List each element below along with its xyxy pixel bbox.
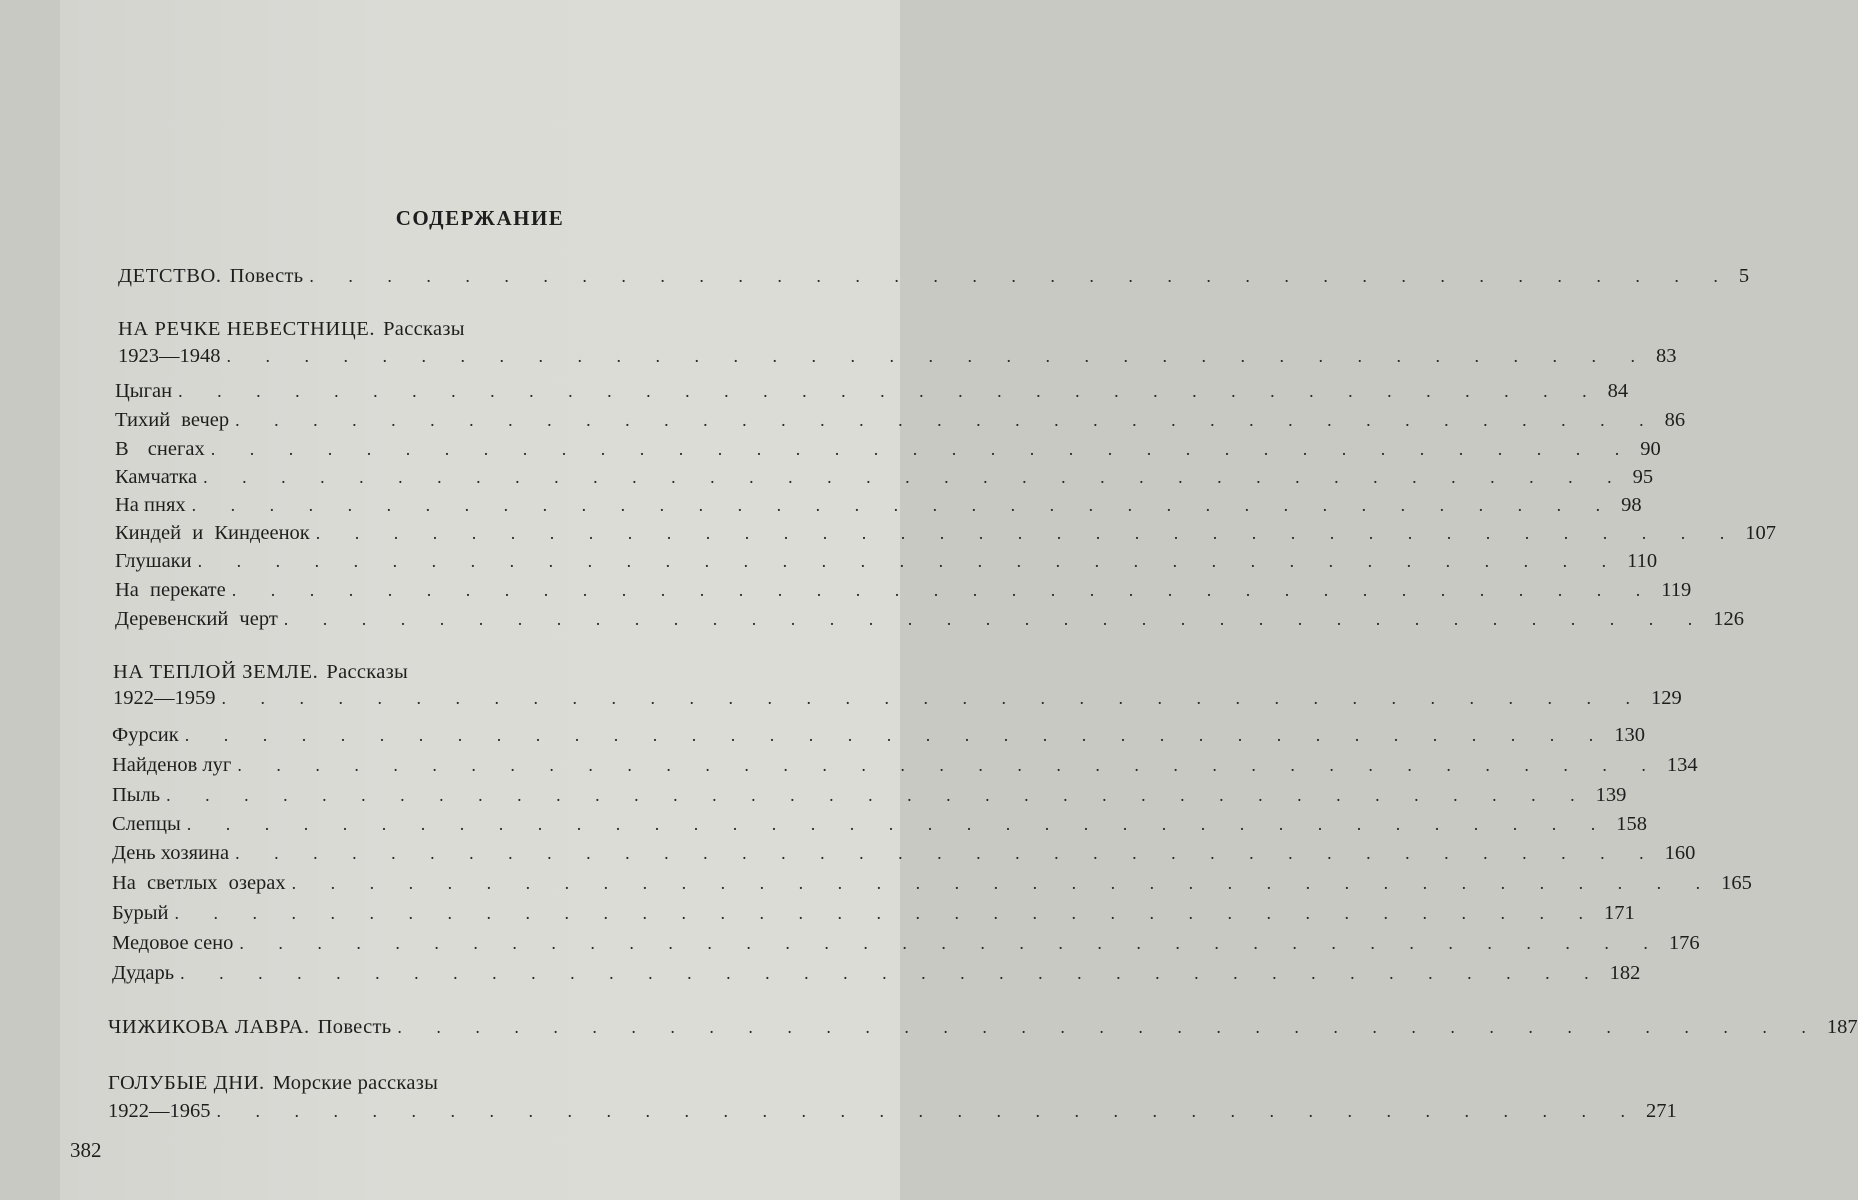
toc-entry [115, 522, 1777, 545]
dot-leader: . . . . . . . . . . . . . . . . . . . . . . . . . . . . . . . . . . . . . [226, 346, 1650, 366]
dot-leader: . . . . . . . . . . . . . . . . . . . . . . . . . . . . . . . . . . . . . [203, 467, 1627, 487]
toc-entry [115, 466, 1654, 489]
toc-entry-years [113, 687, 1682, 710]
toc-section-heading [108, 1072, 819, 1095]
entry-title: Медовое сено [112, 932, 234, 954]
entry-title: На пнях [115, 494, 186, 516]
contents-heading: СОДЕРЖАНИЕ [395, 206, 565, 230]
dot-leader: . . . . . . . . . . . . . . . . . . . . . . . . . . . . . . . . . . . . . [231, 580, 1656, 600]
dot-leader: . . . . . . . . . . . . . . . . . . . . . . . . . . . . . . . . . . . . . [191, 495, 1616, 515]
entry-title: ЧИЖИКОВА ЛАВРА. [108, 1016, 310, 1038]
toc-entry-chizhikova [108, 1016, 1858, 1039]
entry-title: Деревенский черт [115, 608, 278, 630]
entry-page: 126 [1713, 608, 1745, 630]
toc-entry [112, 962, 1641, 985]
entry-page: 182 [1609, 962, 1641, 984]
dot-leader: . . . . . . . . . . . . . . . . . . . . . . . . . . . . . . . . . . . . . [174, 903, 1599, 923]
entry-page: 83 [1656, 345, 1677, 367]
entry-title: День хозяина [112, 842, 230, 864]
section-years: 1922—1965 [108, 1100, 211, 1122]
entry-subtitle: Повесть [317, 1016, 392, 1038]
toc-entry [115, 579, 1692, 602]
entry-title: ДЕТСТВО. [118, 265, 222, 287]
section-title: ГОЛУБЫЕ ДНИ. [108, 1072, 265, 1094]
entry-title: Пыль [112, 784, 161, 806]
entry-page: 130 [1614, 724, 1645, 746]
section-years: 1922—1959 [113, 687, 216, 709]
dot-leader: . . . . . . . . . . . . . . . . . . . . . . . . . . . . . . . . . . . . . [315, 523, 1740, 543]
entry-page: 158 [1616, 813, 1647, 835]
entry-page: 139 [1595, 784, 1627, 806]
dot-leader: . . . . . . . . . . . . . . . . . . . . . . . . . . . . . . . . . . . . . [197, 551, 1622, 571]
toc-entry [112, 784, 1627, 807]
entry-page: 176 [1668, 932, 1700, 954]
entry-page: 5 [1738, 265, 1750, 287]
dot-leader: . . . . . . . . . . . . . . . . . . . . . . . . . . . . . . . . . . . . . [235, 843, 1659, 863]
entry-page: 271 [1646, 1100, 1677, 1122]
dot-leader: . . . . . . . . . . . . . . . . . . . . . . . . . . . . . . . . . . . . . [239, 933, 1663, 953]
section-subtitle: Рассказы [383, 318, 465, 340]
section-subtitle: Рассказы [326, 661, 409, 683]
toc-entry [115, 380, 1629, 403]
entry-title: Слепцы [112, 813, 181, 835]
dot-leader: . . . . . . . . . . . . . . . . . . . . . . . . . . . . . . . . . . . . . [178, 381, 1602, 401]
entry-page: 119 [1661, 579, 1692, 601]
entry-page: 160 [1664, 842, 1696, 864]
entry-title: Киндей и Киндеенок [115, 522, 310, 544]
toc-entry [115, 409, 1686, 432]
entry-page: 129 [1651, 687, 1682, 709]
entry-page: 86 [1664, 409, 1686, 431]
toc-entry [112, 842, 1696, 865]
toc-entry [112, 813, 1647, 836]
dot-leader: . . . . . . . . . . . . . . . . . . . . . . . . . . . . . . . . . . . . . [216, 1101, 1640, 1121]
entry-page: 187 [1826, 1016, 1858, 1038]
entry-title: На светлых озерах [112, 872, 286, 894]
dot-leader: . . . . . . . . . . . . . . . . . . . . . . . . . . . . . . . . . . . . . [180, 963, 1604, 983]
toc-entry-years [118, 345, 1677, 368]
entry-page: 95 [1632, 466, 1654, 488]
toc-entry [112, 872, 1752, 895]
entry-title: Цыган [115, 380, 173, 402]
dot-leader: . . . . . . . . . . . . . . . . . . . . . . . . . . . . . . . . . . . . . [184, 725, 1609, 745]
entry-page: 134 [1666, 754, 1698, 776]
toc-section-heading [118, 318, 808, 341]
toc-entry-years [108, 1100, 1677, 1123]
entry-title: На перекате [115, 579, 226, 601]
dot-leader: . . . . . . . . . . . . . . . . . . . . . . . . . . . . . . . . . . . . . [237, 755, 1661, 775]
toc-entry [112, 754, 1698, 777]
entry-page: 90 [1640, 438, 1661, 460]
book-page [60, 0, 1858, 1200]
section-title: НА ТЕПЛОЙ ЗЕМЛЕ. [113, 661, 319, 683]
entry-title: Фурсик [112, 724, 179, 746]
entry-title: Тихий вечер [115, 409, 230, 431]
toc-entry [115, 438, 1661, 461]
toc-entry [115, 608, 1745, 631]
dot-leader: . . . . . . . . . . . . . . . . . . . . . . . . . . . . . . . . . . . . . [309, 266, 1733, 286]
entry-title: Глушаки [115, 550, 192, 572]
entry-title: Камчатка [115, 466, 198, 488]
entry-page: 110 [1627, 550, 1658, 572]
toc-entry [112, 932, 1700, 955]
toc-entry [115, 550, 1658, 573]
entry-title: В снегах [115, 438, 205, 460]
section-subtitle: Морские рассказы [272, 1072, 439, 1094]
page-number: 382 [70, 1138, 102, 1162]
toc-entry [115, 494, 1642, 517]
section-years: 1923—1948 [118, 345, 221, 367]
section-title: НА РЕЧКЕ НЕВЕСТНИЦЕ. [118, 318, 376, 340]
toc-entry [112, 724, 1645, 747]
dot-leader: . . . . . . . . . . . . . . . . . . . . . . . . . . . . . . . . . . . . . [235, 410, 1659, 430]
dot-leader: . . . . . . . . . . . . . . . . . . . . . . . . . . . . . . . . . . . . . [397, 1017, 1821, 1037]
dot-leader: . . . . . . . . . . . . . . . . . . . . . . . . . . . . . . . . . . . . . [210, 439, 1635, 459]
entry-page: 98 [1621, 494, 1642, 516]
toc-section-heading [113, 661, 813, 684]
entry-title: Найденов луг [112, 754, 232, 776]
entry-title: Дударь [112, 962, 175, 984]
entry-page: 84 [1607, 380, 1629, 402]
entry-title: Бурый [112, 902, 169, 924]
dot-leader: . . . . . . . . . . . . . . . . . . . . . . . . . . . . . . . . . . . . . [186, 814, 1611, 834]
toc-entry-detstvo [118, 265, 1750, 288]
dot-leader: . . . . . . . . . . . . . . . . . . . . . . . . . . . . . . . . . . . . . [291, 873, 1716, 893]
entry-page: 107 [1745, 522, 1777, 544]
entry-page: 171 [1604, 902, 1635, 924]
dot-leader: . . . . . . . . . . . . . . . . . . . . . . . . . . . . . . . . . . . . . [283, 609, 1708, 629]
toc-entry [112, 902, 1635, 925]
dot-leader: . . . . . . . . . . . . . . . . . . . . . . . . . . . . . . . . . . . . . [166, 785, 1590, 805]
dot-leader: . . . . . . . . . . . . . . . . . . . . . . . . . . . . . . . . . . . . . [221, 688, 1645, 708]
entry-subtitle: Повесть [229, 265, 304, 287]
entry-page: 165 [1721, 872, 1752, 894]
